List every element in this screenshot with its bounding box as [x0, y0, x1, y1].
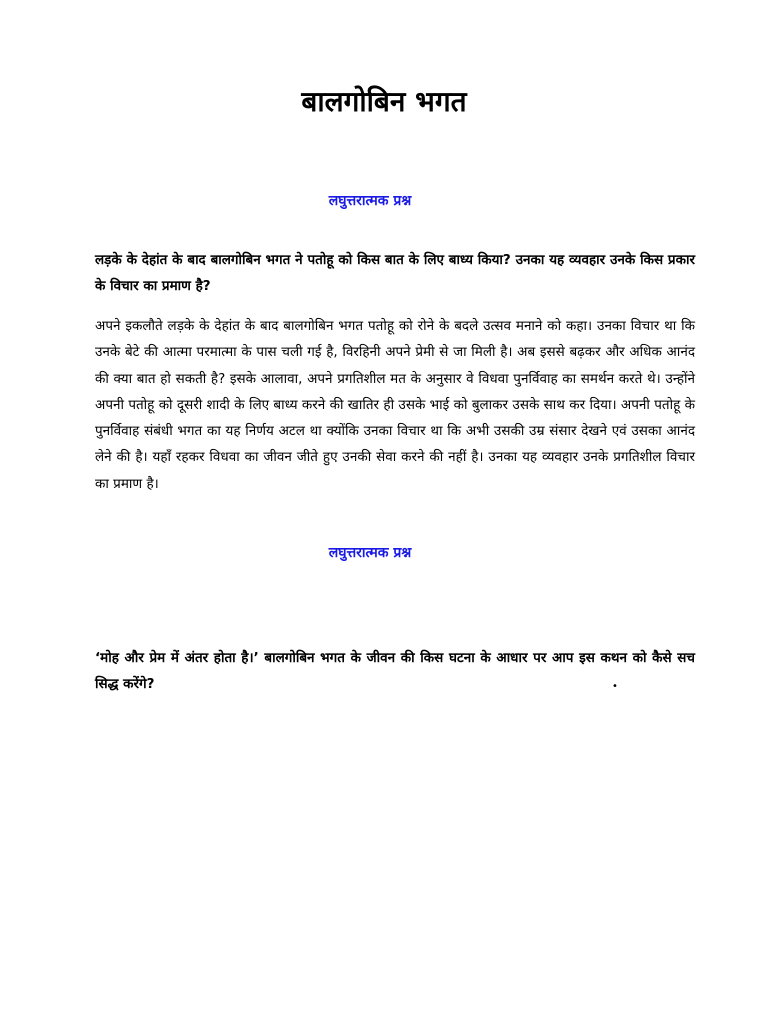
section-1-heading: लघुत्तरात्मक प्रश्न: [328, 193, 412, 209]
section-1-question: लड़के के देहांत के बाद बालगोबिन भगत ने पतोहू को किस बात के लिए बाध्य किया? उनका यह व्यवहार उनके किस प्रकार के विचार का प्रमाण है?: [95, 252, 695, 294]
document-title: बालगोबिन भगत: [301, 85, 467, 118]
section-2-heading: लघुत्तरात्मक प्रश्न: [328, 545, 412, 561]
stray-mark: •: [612, 681, 618, 692]
section-2-question: ‘मोह और प्रेम में अंतर होता है।’ बालगोबिन भगत के जीवन की किस घटना के आधार पर आप इस कथन को कैसे सच सिद्ध करेंगे?: [95, 650, 695, 692]
section-1-answer: अपने इकलौते लड़के के देहांत के बाद बालगोबिन भगत पतोहू को रोने के बदले उत्सव मनाने को कहा। उनका विचार था कि उनके बेटे की आत्मा परमात्मा के पास चली गई है, विरहिनी अपने प्रेमी से जा मिली है। अब इससे बढ़कर और अधिक आनंद की क्या बात हो सकती है? इसके आलावा, अपने प्रगतिशील मत के अनुसार वे विधवा पुनर्विवाह का समर्थन करते थे। उन्होंने अपनी पतोहू को दूसरी शादी के लिए बाध्य करने की खातिर ही उसके भाई को बुलाकर उसके साथ कर दिया। अपनी पतोहू के पुनर्विवाह संबंधी भगत का यह निर्णय अटल था क्योंकि उनका विचार था कि अभी उसकी उम्र संसार देखने एवं उसका आनंद लेने की है। यहाँ रहकर विधवा का जीवन जीते हुए उनकी सेवा करने की नहीं है। उनका यह व्यवहार उनके प्रगतिशील विचार का प्रमाण है।: [95, 318, 695, 492]
